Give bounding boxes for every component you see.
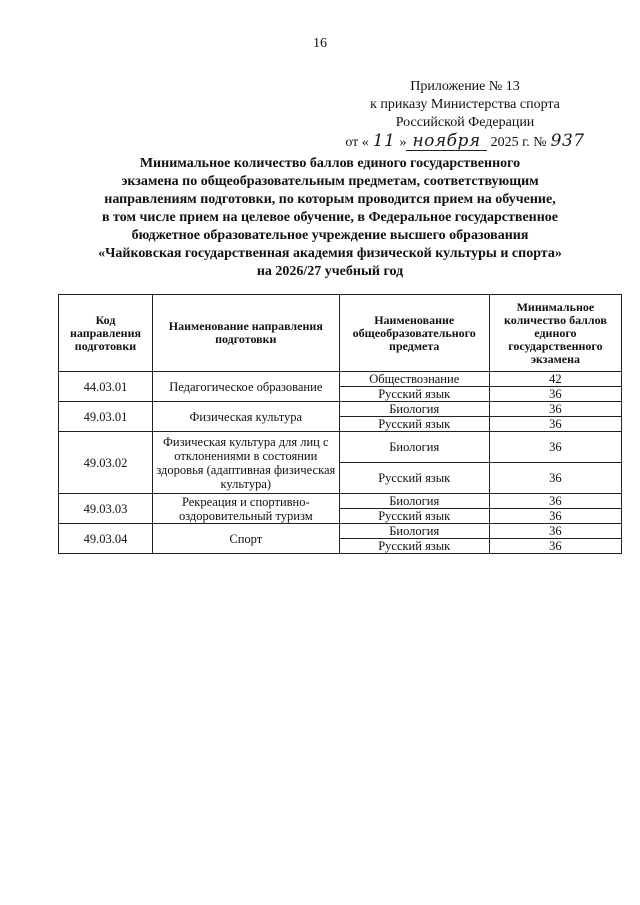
subject-cell: Русский язык [339,509,489,524]
date-year: 2025 г. № [490,135,547,150]
program-code: 49.03.01 [59,402,153,432]
date-day-handwritten: 11 [372,131,396,151]
score-cell: 36 [489,539,621,554]
date-quote-close: » [399,135,407,150]
score-cell: 36 [489,417,621,432]
score-cell: 36 [489,509,621,524]
table-row [59,432,622,463]
program-code: 44.03.01 [59,372,153,402]
order-date-line [340,132,590,152]
page-number: 16 [313,36,327,51]
header-subject: Наименование общеобразовательного предмета [339,295,489,372]
score-cell: 36 [489,494,621,509]
title-line: экзамена по общеобразовательным предметам, соответствующим [121,174,539,189]
title-line: на 2026/27 учебный год [256,264,404,279]
subject-cell: Русский язык [339,417,489,432]
score-cell: 36 [489,387,621,402]
score-cell: 36 [489,524,621,539]
order-reference: к приказу Министерства спорта [370,97,560,112]
min-scores-table [58,294,622,554]
order-number-handwritten: 937 [550,131,585,151]
score-cell: 36 [489,463,621,494]
document-title [60,155,600,281]
subject-cell: Биология [339,524,489,539]
subject-cell: Биология [339,402,489,417]
score-cell: 36 [489,432,621,463]
table-row [59,402,622,417]
title-line: «Чайковская государственная академия физической культуры и спорта» [98,246,562,261]
title-line: в том числе прием на целевое обучение, в Федеральное государственное [101,210,559,225]
score-cell: 36 [489,402,621,417]
header-program-name: Наименование направления подготовки [152,295,339,372]
program-name: Спорт [152,524,339,554]
appendix-header [340,78,590,152]
federation-line: Российской Федерации [395,115,535,130]
program-code: 49.03.02 [59,432,153,494]
score-cell: 42 [489,372,621,387]
title-line: направлениям подготовки, по которым проводится прием на обучение, [104,192,556,207]
subject-cell: Биология [339,432,489,463]
subject-cell: Биология [339,494,489,509]
date-month-handwritten: ноября [406,132,486,151]
program-name: Физическая культура [152,402,339,432]
program-code: 49.03.04 [59,524,153,554]
table-row [59,372,622,387]
program-code: 49.03.03 [59,494,153,524]
title-line: Минимальное количество баллов единого государственного [139,156,521,171]
program-name: Педагогическое образование [152,372,339,402]
date-prefix: от « [345,135,369,150]
subject-cell: Обществознание [339,372,489,387]
subject-cell: Русский язык [339,387,489,402]
header-min-score: Минимальное количество баллов единого государственного экзамена [489,295,621,372]
subject-cell: Русский язык [339,539,489,554]
table-row [59,494,622,509]
subject-cell: Русский язык [339,463,489,494]
program-name: Рекреация и спортивно-оздоровительный туризм [152,494,339,524]
table-row [59,524,622,539]
program-name: Физическая культура для лиц с отклонениями в состоянии здоровья (адаптивная физическая культура) [152,432,339,494]
header-code: Код направления подготовки [59,295,153,372]
table-header-row [59,295,622,372]
appendix-label: Приложение № 13 [410,79,520,94]
title-line: бюджетное образовательное учреждение высшего образования [131,228,529,243]
